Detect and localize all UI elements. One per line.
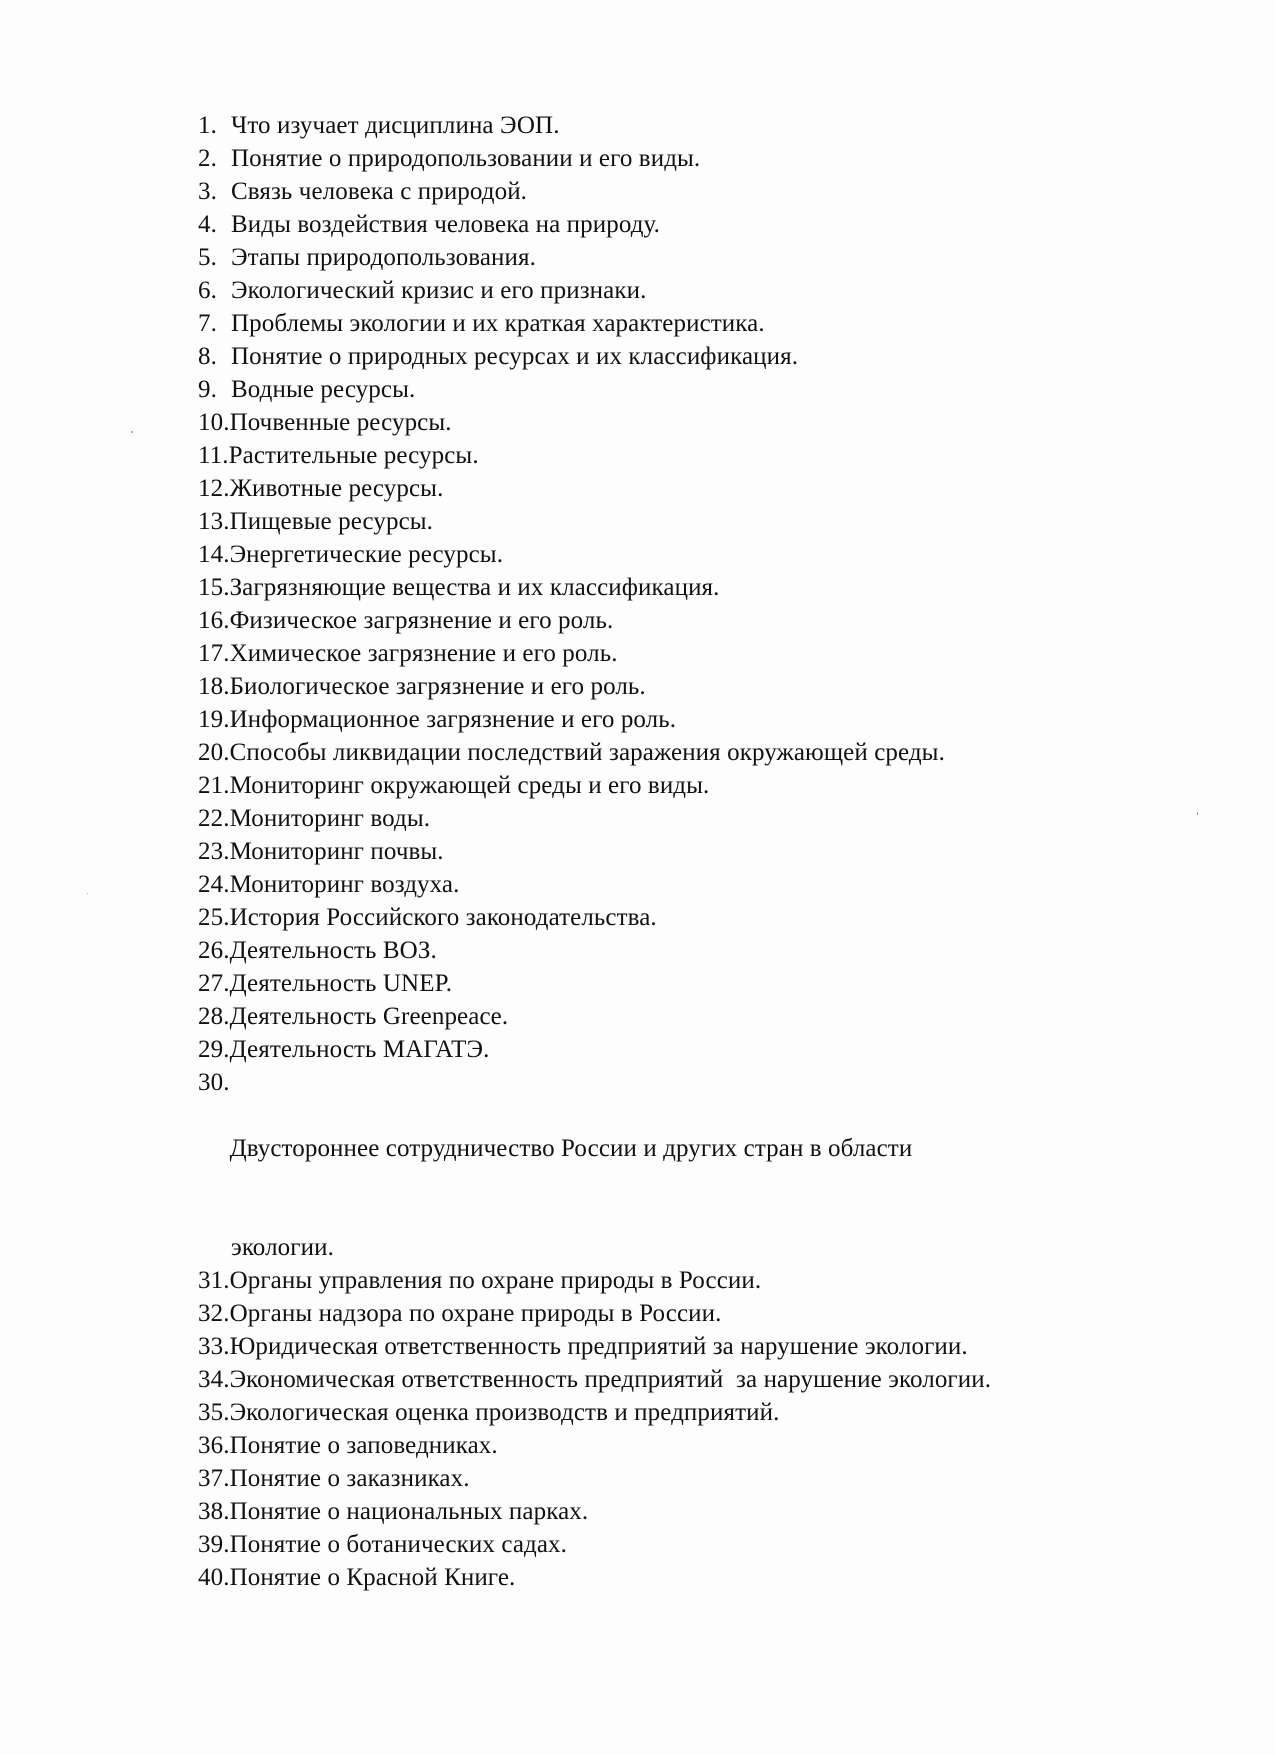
question-number: 34.: [198, 1366, 230, 1393]
question-number: 2.: [198, 145, 217, 172]
question-item: [198, 868, 1198, 901]
question-text: Понятие о природопользовании и его виды.: [231, 145, 701, 172]
question-item: [198, 274, 1198, 307]
question-number: 16.: [198, 607, 230, 634]
question-number: 38.: [198, 1498, 230, 1525]
question-item: [198, 967, 1198, 1000]
question-item: [198, 1330, 1198, 1363]
question-item: [198, 406, 1198, 439]
question-item: [198, 175, 1198, 208]
question-text: История Российского законодательства.: [229, 904, 657, 931]
question-number: 14.: [198, 541, 230, 568]
question-text: [230, 1066, 913, 1231]
question-number: 21.: [198, 772, 230, 799]
question-text: Пищевые ресурсы.: [229, 508, 434, 535]
question-text: Растительные ресурсы.: [228, 442, 479, 469]
question-number: 39.: [198, 1531, 230, 1558]
question-text: Понятие о заповедниках.: [229, 1432, 498, 1459]
question-number: 37.: [198, 1465, 230, 1492]
question-item-continuation: [198, 1231, 1198, 1264]
question-text: Мониторинг почвы.: [229, 838, 444, 865]
question-item: [198, 1528, 1198, 1561]
question-text: Понятие о Красной Книге.: [229, 1564, 516, 1591]
question-number: 29.: [198, 1036, 230, 1063]
question-text-line: Двустороннее сотрудничество России и других стран в области: [229, 1135, 913, 1162]
question-number: 28.: [198, 1003, 230, 1030]
question-text: Экологическая оценка производств и предприятий.: [229, 1399, 780, 1426]
question-item: [198, 208, 1198, 241]
question-item: [198, 241, 1198, 274]
question-item: [198, 439, 1198, 472]
question-text: Мониторинг воздуха.: [229, 871, 460, 898]
question-item: [198, 901, 1198, 934]
question-text: Мониторинг воды.: [229, 805, 431, 832]
question-text: Понятие о ботанических садах.: [229, 1531, 567, 1558]
question-text: Химическое загрязнение и его роль.: [229, 640, 618, 667]
question-text: Деятельность ВОЗ.: [229, 937, 437, 964]
question-text: Связь человека с природой.: [231, 178, 528, 205]
question-number: 24.: [198, 871, 230, 898]
question-number: 1.: [198, 112, 217, 139]
question-text: Экологический кризис и его признаки.: [231, 277, 647, 304]
question-text: Водные ресурсы.: [231, 376, 416, 403]
question-number: 11.: [198, 442, 229, 469]
scan-speck: [87, 893, 88, 894]
question-number: 8.: [198, 343, 217, 370]
question-item: [198, 604, 1198, 637]
question-item: [198, 571, 1198, 604]
question-item: [198, 1066, 1198, 1231]
question-number: 5.: [198, 244, 217, 271]
question-text: Животные ресурсы.: [229, 475, 444, 502]
question-number: 4.: [198, 211, 217, 238]
question-item: [198, 802, 1198, 835]
question-text: Понятие о заказниках.: [229, 1465, 470, 1492]
question-text: Физическое загрязнение и его роль.: [229, 607, 614, 634]
question-item: [198, 340, 1198, 373]
question-text: Юридическая ответственность предприятий за нарушение экологии.: [229, 1333, 968, 1360]
question-number: 26.: [198, 937, 230, 964]
question-number: 13.: [198, 508, 230, 535]
question-item: [198, 835, 1198, 868]
question-text: Деятельность Greenpeace.: [229, 1003, 509, 1030]
question-item: [198, 1033, 1198, 1066]
question-number: 30.: [198, 1069, 230, 1096]
question-text: Деятельность МАГАТЭ.: [229, 1036, 490, 1063]
question-number: 22.: [198, 805, 230, 832]
question-number: 17.: [198, 640, 230, 667]
question-text: Виды воздействия человека на природу.: [231, 211, 660, 238]
question-item: [198, 307, 1198, 340]
question-text: Органы управления по охране природы в России.: [229, 1267, 762, 1294]
question-number: 15.: [198, 574, 230, 601]
question-number: 25.: [198, 904, 230, 931]
question-text: Проблемы экологии и их краткая характеристика.: [231, 310, 765, 337]
question-number: 7.: [198, 310, 217, 337]
question-text: Способы ликвидации последствий заражения окружающей среды.: [229, 739, 945, 766]
question-item: [198, 769, 1198, 802]
question-number: 33.: [198, 1333, 230, 1360]
scan-speck: [131, 431, 133, 433]
question-item: [198, 703, 1198, 736]
question-text: Понятие о природных ресурсах и их классификация.: [231, 343, 799, 370]
question-item: [198, 934, 1198, 967]
question-number: 18.: [198, 673, 230, 700]
question-number: 6.: [198, 277, 217, 304]
question-number: 3.: [198, 178, 217, 205]
question-item: [198, 1495, 1198, 1528]
question-number: 35.: [198, 1399, 230, 1426]
question-number: 12.: [198, 475, 230, 502]
question-text: Информационное загрязнение и его роль.: [229, 706, 677, 733]
question-text: Биологическое загрязнение и его роль.: [229, 673, 646, 700]
question-number: 19.: [198, 706, 230, 733]
question-item: [198, 736, 1198, 769]
question-item: [198, 505, 1198, 538]
question-number: 10.: [198, 409, 230, 436]
question-item: [198, 109, 1198, 142]
question-item: [198, 637, 1198, 670]
question-number: 40.: [198, 1564, 230, 1591]
question-number: 20.: [198, 739, 230, 766]
question-item: [198, 1297, 1198, 1330]
question-item: [198, 1462, 1198, 1495]
question-item: [198, 538, 1198, 571]
question-number: 31.: [198, 1267, 230, 1294]
question-number: 23.: [198, 838, 230, 865]
question-list: [198, 109, 1198, 1594]
question-item: [198, 1429, 1198, 1462]
question-item: [198, 670, 1198, 703]
question-text: Что изучает дисциплина ЭОП.: [231, 112, 560, 139]
question-text: Энергетические ресурсы.: [229, 541, 504, 568]
question-text: Мониторинг окружающей среды и его виды.: [229, 772, 710, 799]
question-text: Загрязняющие вещества и их классификация.: [229, 574, 720, 601]
question-text: Понятие о национальных парках.: [229, 1498, 589, 1525]
question-text-continued: экологии.: [231, 1234, 334, 1261]
question-item: [198, 1000, 1198, 1033]
question-item: [198, 1561, 1198, 1594]
question-item: [198, 373, 1198, 406]
question-text: Этапы природопользования.: [231, 244, 536, 271]
question-number: 32.: [198, 1300, 230, 1327]
question-number: 36.: [198, 1432, 230, 1459]
question-item: [198, 142, 1198, 175]
question-item: [198, 1363, 1198, 1396]
question-text: Органы надзора по охране природы в России.: [229, 1300, 722, 1327]
question-item: [198, 1396, 1198, 1429]
question-text: Почвенные ресурсы.: [229, 409, 452, 436]
question-text: Деятельность UNEP.: [229, 970, 453, 997]
question-text: Экономическая ответственность предприятий за нарушение экологии.: [229, 1366, 992, 1393]
question-item: [198, 472, 1198, 505]
question-number: 27.: [198, 970, 230, 997]
question-item: [198, 1264, 1198, 1297]
question-number: 9.: [198, 376, 217, 403]
